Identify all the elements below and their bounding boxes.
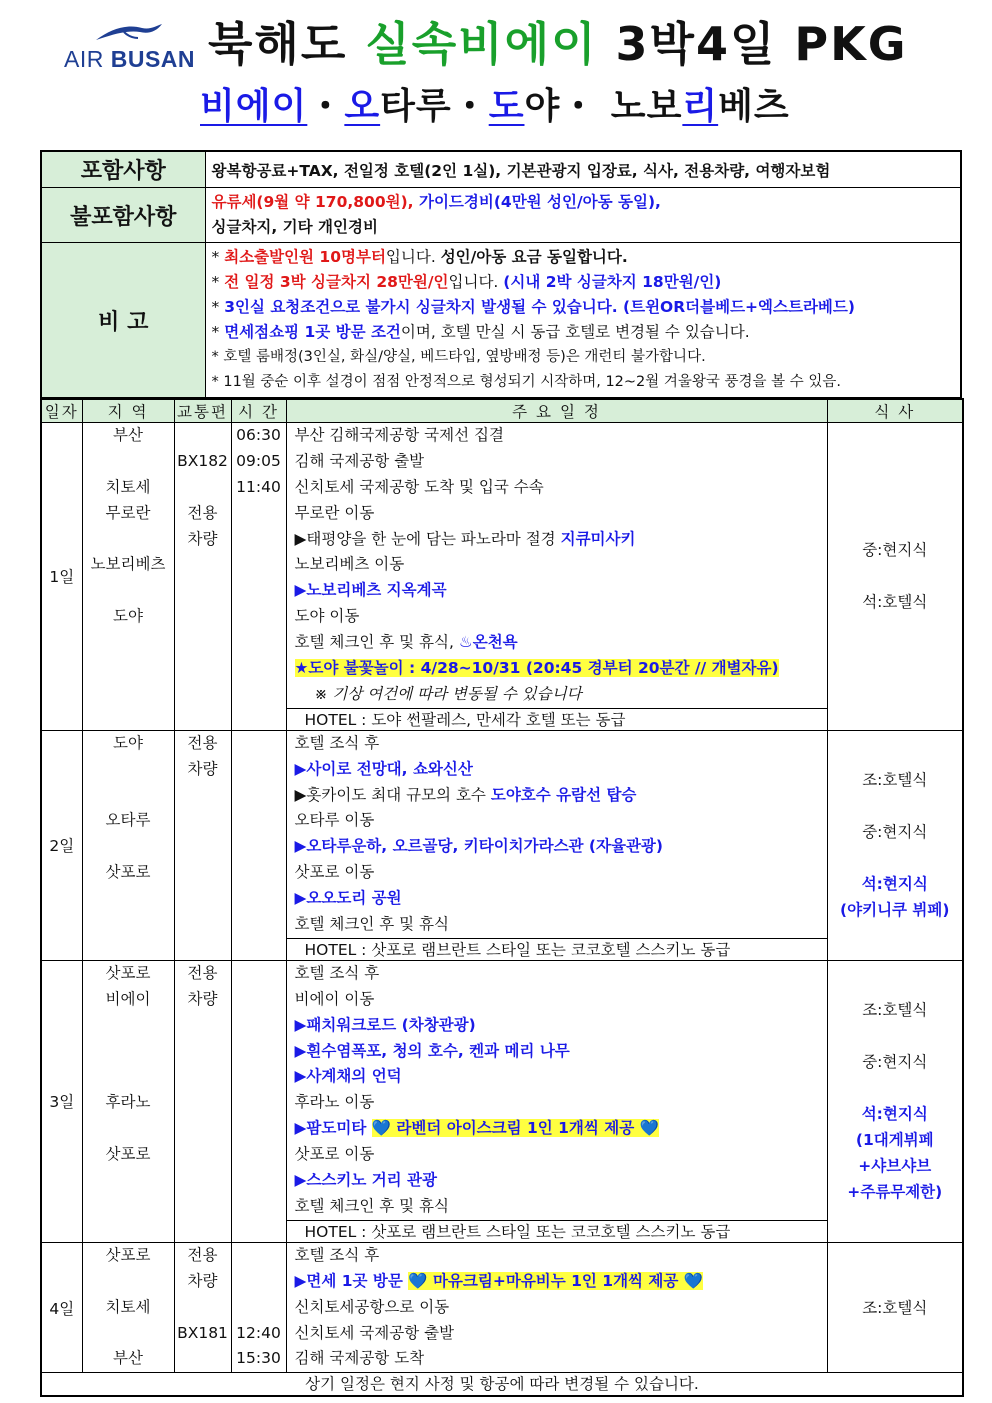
logo-text-busan: BUSAN <box>110 46 196 72</box>
day2-transport <box>174 730 231 960</box>
remark-4-rest: 이며, 호텔 만실 시 동급 호텔로 변경될 수 있습니다. <box>400 323 750 341</box>
itinerary-line: ▶오타루운하, 오르골당, 키타이치가라스관 (자율관광) <box>294 837 663 856</box>
subtitle-dot2: ・ <box>451 86 489 127</box>
logo-text-air: AIR <box>64 46 111 72</box>
subtitle-biei: 비에이 <box>200 86 308 127</box>
region-cell: 부산 <box>113 1349 143 1368</box>
time-cell: 09:05 <box>236 451 281 470</box>
day2-meals <box>827 730 963 960</box>
remark-1-red: 최소출발인원 10명부터 <box>224 248 386 266</box>
bird-logo-icon <box>94 22 164 44</box>
remark-2 <box>212 270 955 295</box>
time-cell <box>232 1243 286 1269</box>
itinerary-line <box>287 527 827 553</box>
region-cell <box>83 1039 174 1065</box>
itinerary-line: 후라노 이동 <box>294 1093 375 1112</box>
remark-2-rest: 입니다. <box>448 273 504 291</box>
excluded-fuel: 유류세(9월 약 170,800원), <box>211 193 414 211</box>
time-cell: 11:40 <box>236 477 281 496</box>
region-cell <box>83 578 174 604</box>
transport-cell: 전용 <box>187 503 218 522</box>
meal-item: (야키니쿠 뷔페) <box>840 901 950 920</box>
remark-5: * 호텔 룸배정(3인실, 화실/양실, 베드타입, 옆방배정 등)은 개런티 불가합니다. <box>211 349 706 365</box>
remarks-label: 비 고 <box>41 243 205 399</box>
remark-3 <box>212 295 955 320</box>
region-cell: 치토세 <box>105 477 151 496</box>
itinerary-line: 호텔 체크인 후 및 휴식 <box>294 1196 449 1215</box>
remark-6: * 11월 중순 이후 설경이 점점 안정적으로 형성되기 시작하며, 12~2월 겨울왕국 풍경을 볼 수 있음. <box>211 374 842 390</box>
air-busan-logo <box>64 22 196 72</box>
remark-2-red: 전 일정 3박 싱글차지 28만원/인 <box>224 273 449 291</box>
header-time: 시 간 <box>231 399 286 423</box>
region-cell <box>83 834 174 860</box>
remark-1 <box>212 245 955 270</box>
itinerary-line: 호텔 조식 후 <box>294 1245 380 1264</box>
remarks-row <box>41 243 961 399</box>
region-cell <box>83 527 174 553</box>
region-cell <box>83 1064 174 1090</box>
onsen-highlight: ♨온천욕 <box>458 633 518 652</box>
schedule-header-row <box>41 399 963 423</box>
itinerary-line: 무로란 이동 <box>294 503 375 522</box>
subtitle-do: 도 <box>488 86 525 127</box>
footer-row <box>41 1373 963 1397</box>
region-cell: 삿포로 <box>105 863 151 882</box>
day3-itinerary <box>286 960 827 1242</box>
itinerary-line: 삿포로 이동 <box>294 1145 375 1164</box>
fireworks-highlight: ★도야 불꽃놀이 : 4/28~10/31 (20:45 경부터 20분간 // 개별자유) <box>294 659 779 678</box>
day3-hotel: HOTEL : 삿포로 램브란트 스타일 또는 코코호텔 스스키노 동급 <box>287 1220 827 1242</box>
region-cell <box>83 757 174 783</box>
header-region: 지 역 <box>82 399 174 423</box>
schedule-table <box>40 398 964 1397</box>
itinerary-highlight: ▶팜도미타 <box>294 1119 372 1138</box>
region-cell <box>83 783 174 809</box>
itinerary-highlight: 지큐미사키 <box>560 529 636 548</box>
title-part2: 실속비에이 <box>365 17 598 71</box>
itinerary-line: 비에이 이동 <box>294 989 375 1008</box>
title-part1: 북해도 <box>208 17 366 71</box>
header-day: 일자 <box>41 399 82 423</box>
meal-item: 중:현지식 <box>862 1053 928 1072</box>
day3-transport <box>174 960 231 1242</box>
region-cell <box>83 1116 174 1142</box>
meal-item: +주류무제한) <box>847 1183 943 1202</box>
transport-cell <box>175 423 231 449</box>
itinerary-line <box>287 1269 827 1295</box>
remark-4-blue: 면세점쇼핑 1곳 방문 조건 <box>224 323 401 341</box>
transport-cell: 전용 <box>187 733 218 752</box>
meal-item: 중:현지식 <box>862 541 928 560</box>
meal-item: 석:현지식 <box>861 1105 928 1124</box>
lavender-icecream-highlight: 💙 라벤더 아이스크림 1인 1개씩 제공 💙 <box>371 1119 659 1138</box>
day1-row <box>41 423 963 731</box>
itinerary-line: ▶흰수염폭포, 청의 호수, 켄과 메리 나무 <box>294 1041 570 1060</box>
region-cell <box>83 1013 174 1039</box>
remark-1-rest: 입니다. <box>385 248 441 266</box>
day4-times <box>231 1242 286 1372</box>
day4-meals <box>827 1242 963 1372</box>
page-header <box>0 0 992 140</box>
remark-1-bold: 성인/아동 요금 동일합니다. <box>440 248 628 266</box>
region-cell: 삿포로 <box>105 1245 151 1264</box>
region-cell: 후라노 <box>105 1093 151 1112</box>
day3-times <box>231 960 286 1242</box>
itinerary-line: ▶사계채의 언덕 <box>294 1067 402 1086</box>
time-cell: 15:30 <box>236 1349 281 1368</box>
transport-cell: 전용 <box>187 1245 218 1264</box>
title-part3: 3박4일 PKG <box>597 17 908 71</box>
region-cell <box>83 1269 174 1295</box>
header-itinerary: 주 요 일 정 <box>286 399 827 423</box>
itinerary-highlight: 도야호수 유람선 탑승 <box>490 785 637 804</box>
itinerary-line: 노보리베츠 이동 <box>294 555 405 574</box>
itinerary-line: 김해 국제공항 도착 <box>294 1349 425 1368</box>
day2-label: 2일 <box>41 730 82 960</box>
itinerary-line <box>287 656 827 682</box>
itinerary-line: 부산 김해국제공항 국제선 집결 <box>294 426 504 444</box>
itinerary-line: 신치토세 국제공항 도착 및 입국 수속 <box>294 477 544 496</box>
page-subtitle <box>200 78 790 129</box>
day2-row <box>41 730 963 960</box>
remark-1-star: * <box>211 248 225 266</box>
day2-hotel: HOTEL : 삿포로 램브란트 스타일 또는 코코호텔 스스키노 동급 <box>287 938 827 960</box>
itinerary-text: ▶홋카이도 최대 규모의 호수 <box>294 785 491 804</box>
itinerary-line: ▶사이로 전망대, 쇼와신산 <box>294 759 473 778</box>
day3-meals <box>827 960 963 1242</box>
itinerary-text: ▶태평양을 한 눈에 담는 파노라마 절경 <box>294 529 561 548</box>
page-title <box>208 8 908 74</box>
itinerary-line: 신치토세 국제공항 출발 <box>294 1323 455 1342</box>
time-cell: 12:40 <box>236 1323 281 1342</box>
meal-item: 조:호텔식 <box>862 1298 928 1317</box>
region-cell: 치토세 <box>105 1297 151 1316</box>
itinerary-line: ▶스스키노 거리 관광 <box>294 1171 437 1190</box>
day4-row <box>41 1242 963 1372</box>
transport-cell: 전용 <box>187 963 218 982</box>
excluded-row <box>41 188 961 243</box>
subtitle-o: 오 <box>344 86 381 127</box>
itinerary-note: ※ 기상 여건에 따라 변동될 수 있습니다 <box>314 684 582 703</box>
day1-hotel: HOTEL : 도야 썬팔레스, 만세각 호텔 또는 동급 <box>287 708 827 730</box>
region-cell: 도야 <box>113 607 143 626</box>
day4-label: 4일 <box>41 1242 82 1372</box>
day1-times <box>231 423 286 731</box>
day4-transport <box>174 1242 231 1372</box>
region-cell <box>83 449 174 475</box>
horse-oil-highlight: 💙 마유크림+마유비누 1인 1개씩 제공 💙 <box>408 1271 704 1290</box>
day2-times <box>231 730 286 960</box>
info-table <box>40 150 962 399</box>
itinerary-line: 신치토세공항으로 이동 <box>294 1297 450 1316</box>
transport-cell: 차량 <box>187 529 218 548</box>
day3-regions <box>82 960 174 1242</box>
itinerary-line: 오타루 이동 <box>294 811 375 830</box>
included-text: 왕복항공료+TAX, 전일정 호텔(2인 1실), 기본관광지 입장료, 식사, 전용차량, 여행자보험 <box>205 151 961 188</box>
subtitle-taru: 타루 <box>380 86 452 127</box>
itinerary-highlight: ▶면세 1곳 방문 <box>294 1271 409 1290</box>
day4-regions <box>82 1242 174 1372</box>
transport-cell <box>175 1346 231 1372</box>
meal-item: 조:호텔식 <box>862 1001 928 1020</box>
excluded-guide: 가이드경비(4만원 성인/아동 동일), <box>413 193 661 211</box>
meal-item: +샤브샤브 <box>858 1157 932 1176</box>
itinerary-line: 김해 국제공항 출발 <box>294 451 425 470</box>
day2-regions <box>82 730 174 960</box>
remark-2-star: * <box>211 273 225 291</box>
day4-itinerary <box>286 1242 827 1372</box>
excluded-label: 불포함사항 <box>41 188 205 243</box>
day1-label: 1일 <box>41 423 82 731</box>
itinerary-line: 호텔 체크인 후 및 휴식 <box>294 915 449 934</box>
remark-2-blue: (시내 2박 싱글차지 18만원/인) <box>503 273 722 291</box>
day3-label: 3일 <box>41 960 82 1242</box>
itinerary-line: 삿포로 이동 <box>294 863 375 882</box>
region-cell: 노보리베츠 <box>90 555 166 574</box>
time-cell <box>232 1269 286 1295</box>
day1-meals <box>827 423 963 731</box>
itinerary-line <box>287 783 827 809</box>
remark-3-star: * <box>211 298 225 316</box>
subtitle-dot1: ・ <box>307 86 345 127</box>
transport-cell: 차량 <box>187 989 218 1008</box>
region-cell: 비에이 <box>105 989 151 1008</box>
itinerary-line: ▶노보리베츠 지옥계곡 <box>294 581 447 600</box>
subtitle-ya: 야 <box>524 86 561 127</box>
itinerary-line: ▶패치워크로드 (차창관광) <box>294 1015 476 1034</box>
transport-cell: BX181 <box>177 1323 228 1342</box>
itinerary-line: 호텔 조식 후 <box>294 963 380 982</box>
transport-cell: BX182 <box>177 451 228 470</box>
excluded-line2: 싱글차지, 기타 개인경비 <box>211 218 378 236</box>
subtitle-nobo: ・ 노보 <box>560 86 683 127</box>
meal-item: 석:호텔식 <box>862 593 928 612</box>
remark-3-blue: 3인실 요청조건으로 불가시 싱글차지 발생될 수 있습니다. (트윈OR더블베드+엑스트라베드) <box>224 298 855 316</box>
meal-item: 석:현지식 <box>861 875 928 894</box>
region-cell: 삿포로 <box>105 963 151 982</box>
header-meal: 식 사 <box>827 399 963 423</box>
itinerary-line: 도야 이동 <box>294 607 360 626</box>
remark-4-star: * <box>211 323 225 341</box>
transport-cell: 차량 <box>187 1271 218 1290</box>
day3-row <box>41 960 963 1242</box>
itinerary-line <box>287 1116 827 1142</box>
included-row <box>41 151 961 188</box>
itinerary-line: 호텔 조식 후 <box>294 733 380 752</box>
itinerary-text: 호텔 체크인 후 및 휴식, <box>294 633 459 652</box>
meal-item: (1대게뷔페 <box>855 1131 934 1150</box>
region-cell: 무로란 <box>105 503 151 522</box>
time-cell <box>232 1295 286 1321</box>
meal-item: 조:호텔식 <box>862 771 928 790</box>
header-transport: 교통편 <box>174 399 231 423</box>
day2-itinerary <box>286 730 827 960</box>
day1-transport <box>174 423 231 731</box>
subtitle-ri: 리 <box>682 86 719 127</box>
itinerary-line: ▶오오도리 공원 <box>294 889 402 908</box>
itinerary-line <box>287 630 827 656</box>
transport-cell <box>175 475 231 501</box>
region-cell <box>83 1321 174 1347</box>
region-cell: 오타루 <box>105 811 151 830</box>
transport-cell: 차량 <box>187 759 218 778</box>
meal-item: 중:현지식 <box>862 823 928 842</box>
included-label: 포함사항 <box>41 151 205 188</box>
time-cell: 06:30 <box>236 426 281 444</box>
day1-regions <box>82 423 174 731</box>
region-cell: 부산 <box>113 426 143 444</box>
day1-itinerary <box>286 423 827 731</box>
remark-4 <box>212 320 955 345</box>
region-cell: 도야 <box>113 733 143 752</box>
subtitle-betsu: 베츠 <box>718 86 790 127</box>
transport-cell <box>175 1295 231 1321</box>
region-cell: 삿포로 <box>105 1145 151 1164</box>
schedule-footer-note: 상기 일정은 현지 사정 및 항공에 따라 변경될 수 있습니다. <box>41 1373 963 1397</box>
